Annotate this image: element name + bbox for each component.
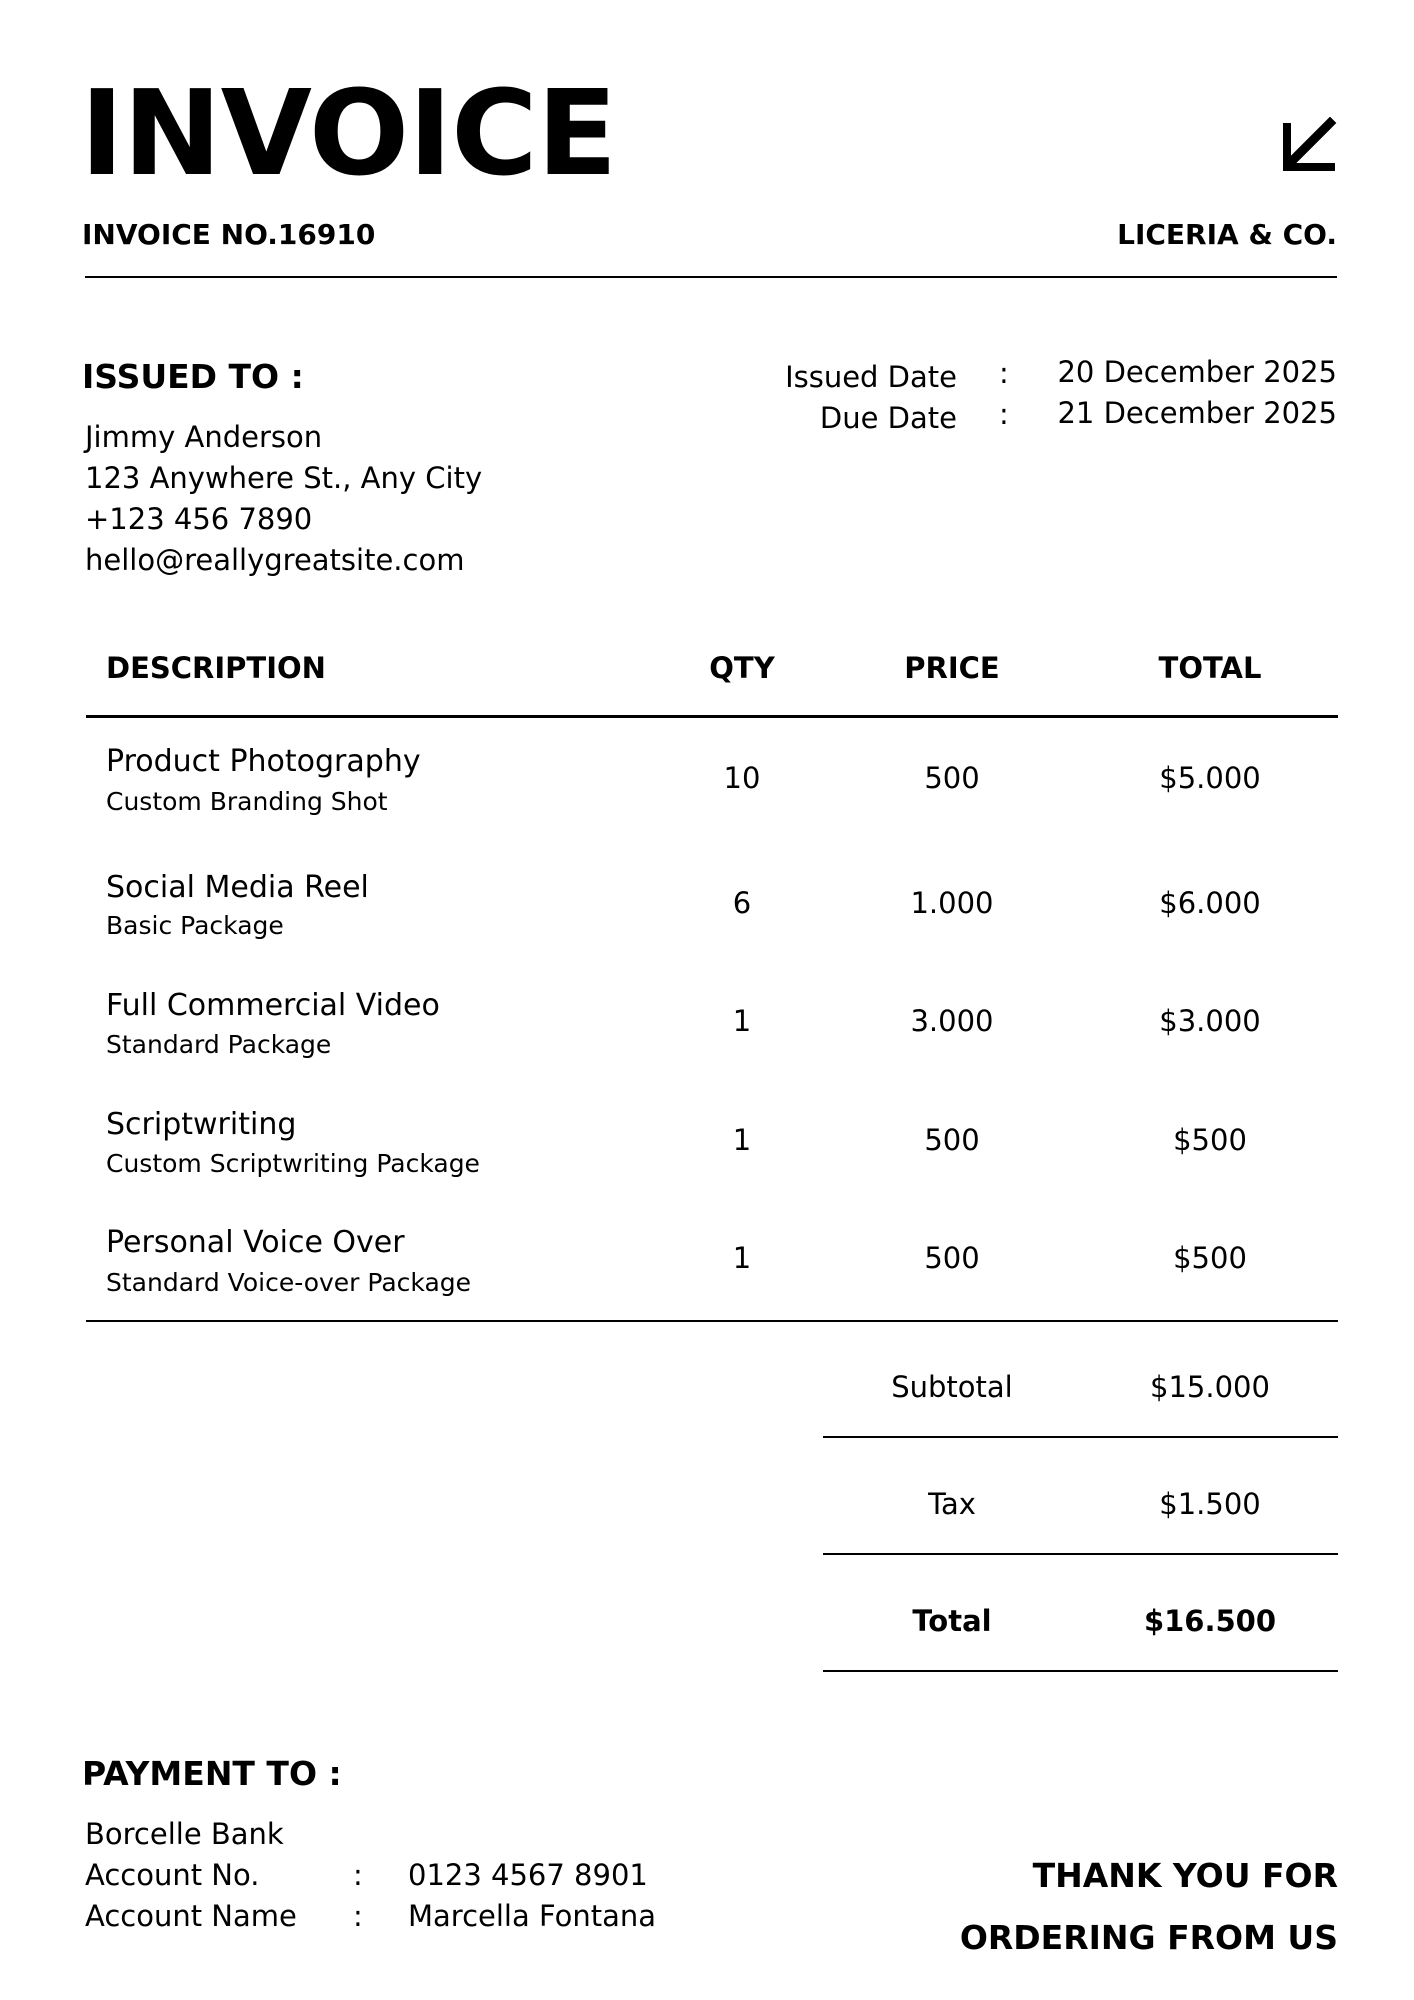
tax-label: Tax (928, 1487, 976, 1521)
thank-you-line-1: THANK YOU FOR (1032, 1856, 1338, 1895)
arrow-down-left-icon (1283, 117, 1337, 171)
client-phone: +123 456 7890 (85, 502, 313, 536)
thank-you-message (960, 1845, 1338, 1969)
thank-you-line-2: ORDERING FROM US (959, 1918, 1338, 1957)
account-name-value: Marcella Fontana (408, 1899, 657, 1933)
item-qty: 1 (732, 1123, 752, 1157)
item-subtitle: Custom Scriptwriting Package (106, 1149, 480, 1178)
item-qty: 1 (732, 1004, 752, 1038)
column-header-price: PRICE (904, 651, 1000, 685)
issued-date-value: 20 December 2025 (1057, 355, 1337, 389)
account-name-label: Account Name (85, 1899, 297, 1933)
item-price: 3.000 (910, 1004, 994, 1038)
account-number-separator: : (353, 1858, 363, 1892)
table-header-divider (86, 715, 1338, 718)
client-details (85, 417, 482, 581)
item-qty: 6 (732, 886, 752, 920)
tax-divider (823, 1553, 1338, 1555)
item-title: Product Photography (106, 744, 421, 779)
item-total: $5.000 (1159, 761, 1261, 795)
column-header-total: TOTAL (1158, 651, 1262, 685)
total-label: Total (912, 1604, 992, 1638)
item-qty: 1 (732, 1241, 752, 1275)
item-total: $6.000 (1159, 886, 1261, 920)
client-name: Jimmy Anderson (85, 420, 323, 454)
account-values (408, 1855, 656, 1937)
table-body-divider (86, 1320, 1338, 1322)
item-price: 500 (924, 1241, 980, 1275)
column-header-description: DESCRIPTION (106, 651, 326, 685)
account-separators (353, 1855, 363, 1937)
client-email: hello@reallygreatsite.com (85, 543, 465, 577)
account-labels (85, 1855, 297, 1937)
bank-name: Borcelle Bank (85, 1817, 284, 1851)
subtotal-divider (823, 1436, 1338, 1438)
due-date-value: 21 December 2025 (1057, 396, 1337, 430)
item-total: $3.000 (1159, 1004, 1261, 1038)
tax-value: $1.500 (1159, 1487, 1261, 1521)
issued-to-label: ISSUED TO : (82, 357, 304, 396)
item-price: 500 (924, 1123, 980, 1157)
invoice-number: INVOICE NO.16910 (82, 218, 376, 251)
item-price: 1.000 (910, 886, 994, 920)
header-divider (85, 276, 1337, 278)
item-price: 500 (924, 761, 980, 795)
date-values (1057, 355, 1337, 434)
item-subtitle: Standard Package (106, 1030, 332, 1059)
item-total: $500 (1173, 1241, 1247, 1275)
item-title: Personal Voice Over (106, 1225, 405, 1260)
subtotal-label: Subtotal (891, 1370, 1013, 1404)
column-header-qty: QTY (709, 651, 775, 685)
item-total: $500 (1173, 1123, 1247, 1157)
account-number-value: 0123 4567 8901 (408, 1858, 648, 1892)
account-name-separator: : (353, 1899, 363, 1933)
date-separators (999, 355, 1009, 435)
item-title: Full Commercial Video (106, 988, 440, 1023)
issued-date-separator: : (999, 356, 1009, 390)
issued-date-label: Issued Date (785, 360, 957, 394)
company-name: LICERIA & CO. (1117, 218, 1337, 251)
total-value: $16.500 (1143, 1604, 1277, 1638)
item-title: Scriptwriting (106, 1107, 297, 1142)
item-subtitle: Standard Voice-over Package (106, 1268, 472, 1297)
item-title: Social Media Reel (106, 870, 369, 905)
total-divider (823, 1670, 1338, 1672)
item-subtitle: Custom Branding Shot (106, 787, 388, 816)
payment-to-label: PAYMENT TO : (82, 1754, 342, 1793)
date-labels (785, 355, 957, 439)
subtotal-value: $15.000 (1150, 1370, 1270, 1404)
item-subtitle: Basic Package (106, 911, 284, 940)
due-date-label: Due Date (819, 401, 957, 435)
invoice-title: INVOICE (80, 64, 617, 202)
item-qty: 10 (723, 761, 761, 795)
account-number-label: Account No. (85, 1858, 260, 1892)
due-date-separator: : (999, 397, 1009, 431)
client-address: 123 Anywhere St., Any City (85, 461, 483, 495)
